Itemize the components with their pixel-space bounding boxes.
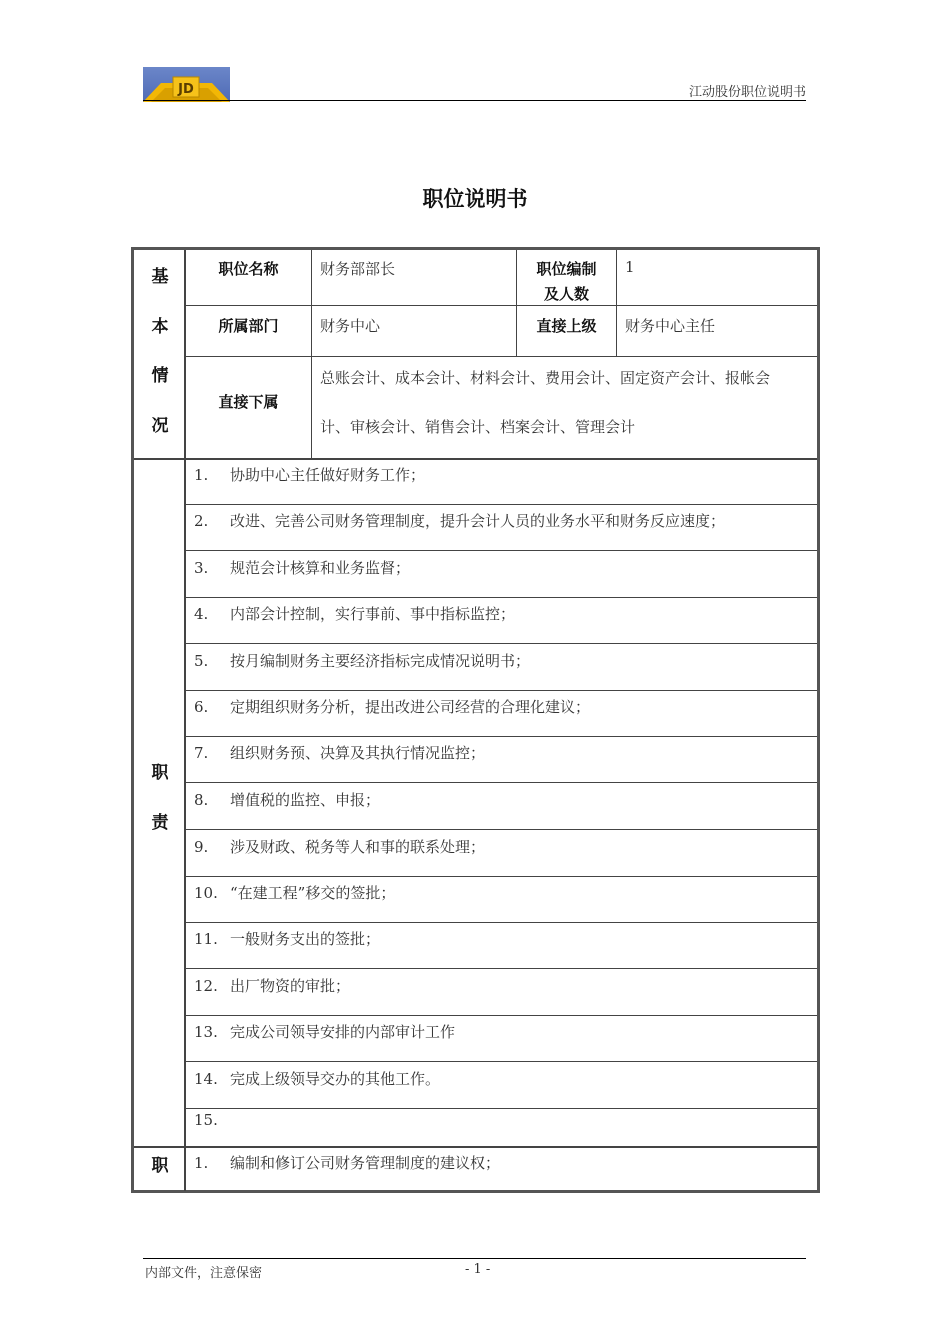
duty-number: 6. <box>194 698 209 716</box>
row-divider <box>186 690 817 691</box>
row-divider <box>186 876 817 877</box>
duty-item <box>194 510 725 531</box>
row-divider <box>186 829 817 830</box>
duty-item <box>194 928 380 949</box>
duty-item <box>194 975 350 996</box>
row-divider <box>186 643 817 644</box>
authority-item <box>194 1152 500 1173</box>
duty-text: 完成上级领导交办的其他工作。 <box>230 1070 441 1088</box>
duty-text: 组织财务预、决算及其执行情况监控； <box>230 744 486 762</box>
basic-section-char: 况 <box>151 416 169 436</box>
row-divider <box>186 504 817 505</box>
section-divider <box>134 1146 817 1148</box>
duty-item <box>194 836 485 857</box>
duty-number: 1. <box>194 466 209 484</box>
row-divider <box>186 305 817 306</box>
duty-item <box>194 1021 455 1042</box>
headcount-value: 1 <box>625 258 635 276</box>
duty-text: 出厂物资的审批； <box>230 977 351 995</box>
row-divider <box>186 922 817 923</box>
duty-number: 8. <box>194 791 209 809</box>
row-divider <box>186 1015 817 1016</box>
duty-text: 改进、完善公司财务管理制度，提升会计人员的业务水平和财务反应速度； <box>230 512 726 530</box>
position-name-label: 职位名称 <box>218 260 279 278</box>
duty-number: 9. <box>194 838 209 856</box>
headcount-label-line1: 职位编制 <box>536 260 597 278</box>
duty-text: 按月编制财务主要经济指标完成情况说明书； <box>230 652 531 670</box>
duty-item <box>194 882 395 903</box>
row-divider <box>186 968 817 969</box>
headcount-label-line2: 及人数 <box>543 285 589 303</box>
basic-mid-divider-2 <box>616 250 617 356</box>
duty-number: 15. <box>194 1111 218 1129</box>
authority-section-char: 职 <box>151 1156 169 1176</box>
duty-number: 3. <box>194 559 209 577</box>
duty-number: 12. <box>194 977 218 995</box>
footer-confidential: 内部文件，注意保密 <box>145 1266 263 1281</box>
duty-item <box>194 464 425 485</box>
duty-number: 5. <box>194 652 209 670</box>
duties-section-char: 职 <box>151 763 169 783</box>
duty-text: 涉及财政、税务等人和事的联系处理； <box>230 838 486 856</box>
duty-text: 增值税的监控、申报； <box>230 791 381 809</box>
department-label: 所属部门 <box>218 317 279 335</box>
duty-text: 内部会计控制，实行事前、事中指标监控； <box>230 605 516 623</box>
row-divider <box>186 1108 817 1109</box>
page-title: 职位说明书 <box>422 187 528 211</box>
position-name-value: 财务部部长 <box>320 260 396 278</box>
row-divider <box>186 356 817 357</box>
page-number: - 1 - <box>465 1262 491 1277</box>
section-divider <box>134 458 817 460</box>
duty-number: 14. <box>194 1070 218 1088</box>
logo-mark-icon <box>143 67 230 102</box>
duty-item <box>194 742 485 763</box>
superior-value: 财务中心主任 <box>625 317 716 335</box>
basic-section-char: 情 <box>151 366 169 386</box>
duty-text: 定期组织财务分析，提出改进公司经营的合理化建议； <box>230 698 591 716</box>
basic-section-char: 本 <box>151 317 169 337</box>
duty-text: 完成公司领导安排的内部审计工作 <box>230 1023 456 1041</box>
job-description-table <box>131 247 820 1193</box>
duty-number: 4. <box>194 605 209 623</box>
subordinates-label: 直接下属 <box>218 393 279 411</box>
logo-text: JD <box>178 82 194 97</box>
duty-item <box>194 650 530 671</box>
department-value: 财务中心 <box>320 317 381 335</box>
duty-number: 7. <box>194 744 209 762</box>
duty-number: 13. <box>194 1023 218 1041</box>
basic-label-divider <box>311 250 312 458</box>
company-logo <box>143 67 230 102</box>
duty-text: 规范会计核算和业务监督； <box>230 559 411 577</box>
duty-item <box>194 696 590 717</box>
header-doc-name: 江动股份职位说明书 <box>688 85 806 100</box>
duty-item <box>194 789 380 810</box>
duty-number: 10. <box>194 884 218 902</box>
authority-number: 1. <box>194 1154 209 1172</box>
duty-text: 一般财务支出的签批； <box>230 930 381 948</box>
footer-divider <box>143 1258 806 1259</box>
subordinates-value-line1: 总账会计、成本会计、材料会计、费用会计、固定资产会计、报帐会 <box>320 369 771 387</box>
duty-item <box>194 1068 440 1089</box>
header-divider <box>143 100 806 101</box>
row-divider <box>186 597 817 598</box>
duties-section-char: 责 <box>151 813 169 833</box>
duty-item <box>194 557 410 578</box>
duty-text: “在建工程”移交的签批； <box>230 884 396 902</box>
subordinates-value-line2: 计、审核会计、销售会计、档案会计、管理会计 <box>320 418 636 436</box>
row-divider <box>186 782 817 783</box>
duty-text: 协助中心主任做好财务工作； <box>230 466 426 484</box>
row-divider <box>186 550 817 551</box>
duty-item <box>194 1111 230 1129</box>
duty-number: 11. <box>194 930 218 948</box>
authority-text: 编制和修订公司财务管理制度的建议权； <box>230 1154 501 1172</box>
duty-number: 2. <box>194 512 209 530</box>
superior-label: 直接上级 <box>536 317 597 335</box>
row-divider <box>186 736 817 737</box>
basic-section-char: 基 <box>151 267 169 287</box>
duty-item <box>194 603 515 624</box>
row-divider <box>186 1061 817 1062</box>
